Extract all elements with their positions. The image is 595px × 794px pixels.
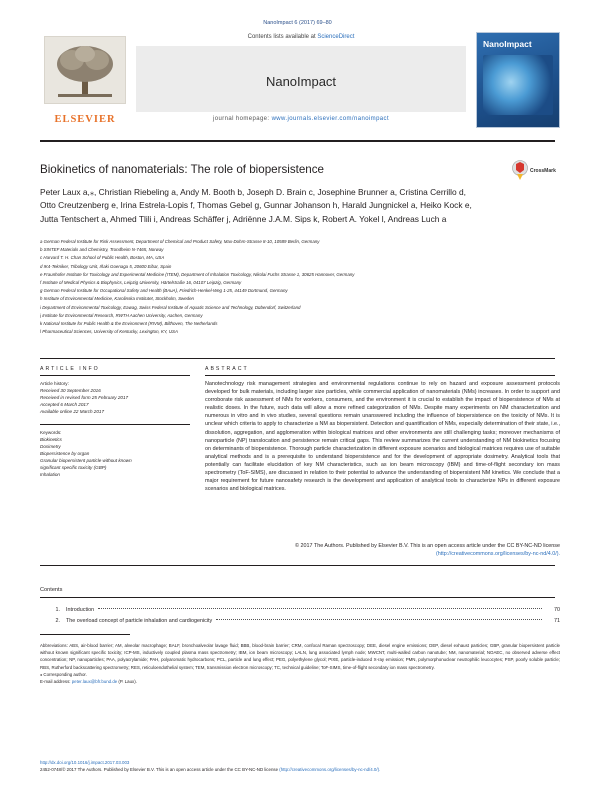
history-item: Received in revised form 25 February 2017 bbox=[40, 395, 129, 400]
toc-page: 70 bbox=[554, 607, 560, 613]
history-divider bbox=[40, 415, 190, 425]
keyword-item: Granular biopersistent particle without known bbox=[40, 458, 132, 463]
corresponding-author-note: ⁎ Corresponding author. bbox=[40, 671, 87, 677]
affiliation-item: h Institute of Environmental Medicine, Karolinska Institutet, Stockholm, Sweden bbox=[40, 296, 194, 302]
publisher-logo-text: ELSEVIER bbox=[54, 114, 116, 125]
abstract-heading: ABSTRACT bbox=[205, 366, 249, 372]
homepage-link[interactable]: www.journals.elsevier.com/nanoimpact bbox=[271, 116, 390, 122]
email-suffix: (P. Laux). bbox=[117, 679, 137, 685]
keyword-item: Inhalation bbox=[40, 472, 60, 477]
affiliation-item: k National Institute for Public Health & the Environment (RIVM), Bilthoven, The Netherlands bbox=[40, 321, 218, 327]
toc-leader bbox=[98, 608, 542, 609]
contents-heading: Contents bbox=[40, 587, 63, 593]
affiliation-item: f Institute of Medical Physics & Biophysics, Leipzig University, Härtelstraße 16, 04107 Leipzig, Germany bbox=[40, 280, 242, 286]
abstract-body: Nanotechnology risk management strategies and environmental regulations continue to rely on hazard and exposure assessment protocols developed for bulk materials, including larger size particles, while commercial application of nanomaterials (NMs) increases. In order to support and corroborate risk assessment of NMs for workers, consumers, and the environment it is crucial to establish the impact of biopersistence of NMs at realistic doses. In the future, such data will allow a more refined categorization of NMs. Despite many experiments on NM characterization and numerous in vitro and in vivo studies, several questions remain unanswered including the influence of biopersistence on the toxicity of NMs. It is unclear which criteria to apply to characterize a NM as biopersistent. Detection and quantification of NMs, especially determination of their state, i.e., dissolution, aggregation, and agglomeration within biological matrices and other environments are still challenging tasks; moreover mechanisms of nanoparticle (NP) translocation and persistence remain critical gaps. This review summarizes the current understanding of NM biokinetics focusing on determinants of biopersistence. Thorough particle characterization in different exposure scenarios and biological matrices requires use of suitable analytical methods and is a prerequisite to understand biopersistence and for the development of appropriate dosimetry. Analytical tools that potentially can facilitate elucidation of key NM characteristics, such as ion beam microscopy (IBM) and time-of-flight secondary ion mass spectrometry (ToF-SIMS), are discussed in relation to their potential to advance the understanding of biopersistent NM kinetics. We conclude that a major requirement for future nanosafety research is the development and application of analytical tools to characterize NPs in different exposure scenarios and biological matrices. bbox=[205, 381, 560, 493]
affiliation-item: d IK4-Tekniker, Tribology Unit, Iñaki Goenaga 5, 20600 Eibar, Spain bbox=[40, 263, 172, 269]
footnotes bbox=[40, 642, 560, 685]
affiliation-item: a German Federal Institute for Risk Assessment, Department of Chemical and Product Safety, Max-Dohrn-Strasse 8-10, 10589 Berlin, Germany bbox=[40, 239, 320, 244]
crossmark-icon bbox=[512, 160, 528, 182]
email-prefix: E-mail address: bbox=[40, 679, 72, 685]
toc-number: 1. bbox=[55, 607, 60, 613]
abstract-rule bbox=[205, 375, 555, 376]
affiliation-item: g German Federal Institute for Occupational Safety and Health (BAuA), Friedrich-Henkel-Weg 1-25, 44149 Dortmund, Germany bbox=[40, 288, 288, 294]
homepage-prefix: journal homepage: bbox=[212, 116, 272, 122]
author-line: Peter Laux a,⁎, Christian Riebeling a, Andy M. Booth b, Joseph D. Brain c, Josephine Brunner a, Cristina Cerrillo d, bbox=[40, 187, 466, 197]
toc-page: 71 bbox=[554, 618, 560, 624]
journal-header bbox=[136, 32, 466, 128]
keyword-item: Biokinetics bbox=[40, 437, 62, 442]
contents-available-line bbox=[136, 34, 466, 40]
contents-prefix: Contents lists available at bbox=[247, 34, 318, 40]
footnote-rule bbox=[40, 634, 130, 635]
toc-title[interactable]: Introduction bbox=[66, 607, 95, 613]
affiliation-item: e Fraunhofer Institute for Toxicology and Experimental Medicine (ITEM), Department of Inhalation Toxicology, Nikolai Fuchs Strasse 1, 30625 Hannover, Germany bbox=[40, 271, 355, 277]
bottom-license-link[interactable]: (http://creativecommons.org/licenses/by-nc-nd/4.0/). bbox=[279, 767, 381, 773]
author-line: Otto Creutzenberg e, Irina Estrela-Lopis f, Thomas Gebel g, Gunnar Johanson h, Harald Jungnickel a, Heiko Kock e, bbox=[40, 200, 472, 211]
author-list bbox=[40, 186, 560, 226]
sciencedirect-link[interactable]: ScienceDirect bbox=[317, 34, 355, 40]
email-line bbox=[40, 678, 560, 685]
journal-cover[interactable] bbox=[476, 32, 560, 128]
masthead bbox=[40, 32, 560, 130]
tree-emblem-icon bbox=[50, 40, 120, 100]
crossmark-label: CrossMark bbox=[530, 168, 556, 174]
history-label: Article history: bbox=[40, 381, 69, 386]
email-link[interactable]: peter.laux@bfr.bund.de bbox=[71, 679, 118, 685]
toc-title[interactable]: The overload concept of particle inhalation and cardiogenicity bbox=[66, 618, 213, 624]
keyword-item: Biopersistence by organ bbox=[40, 451, 90, 456]
toc-leader bbox=[216, 619, 542, 620]
article-info-column bbox=[40, 380, 180, 478]
bottom-license-line bbox=[40, 766, 560, 773]
affiliation-item: b SINTEF Materials and Chemistry, Trondheim N-7465, Norway bbox=[40, 247, 164, 253]
abbreviations-footnote: Abbreviations: ABS, air-blood barrier; AM, alveolar macrophage; BALF, bronchoalveolar lavage fluid; BBB, blood-brain barrier; CRM, confocal Raman spectroscopy; DEE, diesel engine emissions; DEP, diesel exhaust particles; GBP, granular biopersistent particle without known significant specific toxicity; ICP-MS, inductively coupled plasma mass spectrometry; IBM, ion beam microscopy; LALN, lung associated lymph node; MWCNT, multi-walled carbon nanotube; NM, nanomaterial; NOAEC, no observed adverse effect concentration; NP, nanoparticles; PAA, polyacrylamide; PAH, polyaromatic hydrocarbons; PCL, particle and lung effect; PEG, polyethylene glycol; PIXE, particle-induced X-ray emission; PMN, polymorphonuclear neutrophilic leucocytes; PSP, poorly soluble particle; RBS, Rutherford backscattering spectrometry; RES, reticuloendothelial system; TEM, transmission electron microscopy; TC, technical guideline; ToF-SIMS, time-of-flight secondary ion mass spectrometry. bbox=[40, 643, 560, 670]
license-link[interactable]: (http://creativecommons.org/licenses/by-nc-nd/4.0/). bbox=[435, 551, 560, 558]
toc-item[interactable] bbox=[40, 616, 560, 627]
article-info-heading: ARTICLE INFO bbox=[40, 366, 100, 372]
article-title: Biokinetics of nanomaterials: The role of biopersistence bbox=[40, 163, 324, 176]
doi-link[interactable]: http://dx.doi.org/10.1016/j.impact.2017.03.003 bbox=[40, 760, 130, 765]
keyword-item: Dosimetry bbox=[40, 444, 61, 449]
table-of-contents bbox=[40, 605, 560, 627]
affiliation-item: l Pharmaceutical Sciences, University of Kentucky, Lexington, KY, USA bbox=[40, 329, 178, 335]
toc-item[interactable] bbox=[40, 605, 560, 616]
tree-emblem bbox=[44, 36, 126, 104]
abstract-copyright bbox=[205, 542, 560, 558]
bottom-license-text: 2452-0748/© 2017 The Authors. Published by Elsevier B.V. This is an open access article under the CC BY-NC-ND license bbox=[40, 767, 280, 773]
article-info-rule bbox=[40, 375, 190, 376]
contents-rule bbox=[40, 597, 555, 598]
journal-homepage-line bbox=[136, 116, 466, 122]
history-item: Received 30 September 2016 bbox=[40, 388, 101, 393]
author-line: Jutta Tentschert a, Ahmed Tlili i, Andreas Schäffer j, Adriënne J.A.M. Sips k, Robert A. Yokel l, Andreas Luch a bbox=[40, 213, 447, 224]
bottom-meta bbox=[40, 759, 560, 774]
history-item: Available online 22 March 2017 bbox=[40, 409, 105, 414]
journal-reference[interactable]: NanoImpact 6 (2017) 69–80 bbox=[263, 20, 332, 26]
toc-number: 2. bbox=[55, 618, 60, 624]
affiliation-item: j Institute for Environmental Research, RWTH Aachen University, Aachen, Germany bbox=[40, 312, 203, 318]
journal-name: NanoImpact bbox=[265, 74, 337, 89]
affiliation-item: i Department of Environmental Toxicology, Eawag, Swiss Federal Institute of Aquatic Science and Technology, Dübendorf, Switzerland bbox=[40, 304, 301, 310]
cover-art-image bbox=[483, 55, 553, 115]
header-rule bbox=[40, 140, 555, 142]
affiliation-rule bbox=[40, 358, 555, 359]
history-item: Accepted 6 March 2017 bbox=[40, 402, 89, 407]
keywords-label: Keywords: bbox=[40, 430, 62, 435]
crossmark-badge[interactable] bbox=[512, 160, 558, 184]
cover-title: NanoImpact bbox=[483, 39, 532, 49]
affiliation-list bbox=[40, 238, 560, 336]
elsevier-logo[interactable] bbox=[40, 32, 130, 128]
affiliation-item: c Harvard T. H. Chan School of Public Health, Boston, MA, USA bbox=[40, 255, 165, 261]
abstract-bottom-rule bbox=[40, 565, 555, 566]
copyright-text: © 2017 The Authors. Published by Elsevier B.V. This is an open access article under the CC BY-NC-ND license bbox=[295, 543, 560, 549]
keyword-item: significant specific toxicity (GBP) bbox=[40, 465, 107, 470]
